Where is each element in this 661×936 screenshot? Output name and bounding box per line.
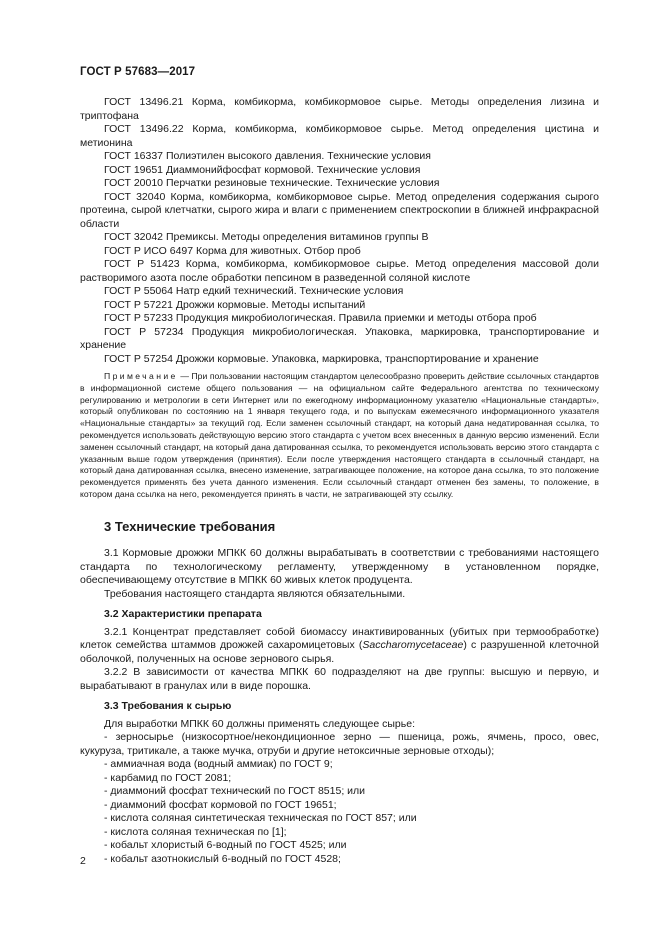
reference-item: ГОСТ 13496.21 Корма, комбикорма, комбикормовое сырье. Методы определения лизина и триптофана — [80, 96, 599, 122]
paragraph-3-2-1-part-b: ) с разрушенной клеточной оболочкой, полученных на основе зернового сырья. — [80, 639, 600, 665]
page-content — [80, 96, 599, 866]
reference-item: ГОСТ Р 57234 Продукция микробиологическая. Упаковка, маркировка, транспортирование и хранение — [80, 325, 599, 351]
reference-item: ГОСТ Р 51423 Корма, комбикорма, комбикормовое сырье. Метод определения массовой доли растворимого азота после обработки пепсином в разведенной соляной кислоте — [80, 258, 599, 284]
latin-name: Saccharomycetaceae — [362, 639, 464, 652]
reference-item: ГОСТ 20010 Перчатки резиновые технические. Технические условия — [104, 177, 440, 189]
reference-item: ГОСТ 16337 Полиэтилен высокого давления. Технические условия — [104, 150, 431, 162]
note-paragraph — [80, 371, 599, 501]
raw-materials-list — [80, 731, 599, 866]
reference-item: ГОСТ 19651 Диаммонийфосфат кормовой. Технические условия — [104, 163, 421, 176]
paragraph-3-2-1-part-a: 3.2.1 Концентрат представляет собой биомассу инактивированных (убитых при термообработке) клеток семейства штаммов дрожжей сахаромицетовых ( — [80, 625, 599, 652]
list-item: - карбамид по ГОСТ 2081; — [104, 771, 232, 784]
paragraph-3-3-intro: Для выработки МПКК 60 должны применять следующее сырье: — [104, 717, 415, 730]
list-item: - аммиачная вода (водный аммиак) по ГОСТ 9; — [104, 758, 333, 771]
note-label: Примечание — [104, 371, 178, 381]
list-item: - кобальт азотнокислый 6-водный по ГОСТ 4528; — [104, 852, 341, 865]
reference-item: ГОСТ Р 57221 Дрожжи кормовые. Методы испытаний — [104, 298, 366, 311]
list-item: - диаммоний фосфат кормовой по ГОСТ 19651; — [104, 798, 337, 811]
list-item: - кобальт хлористый 6-водный по ГОСТ 4525; или — [104, 839, 347, 852]
reference-item: ГОСТ Р 57233 Продукция микробиологическая. Правила приемки и методы отбора проб — [104, 312, 537, 324]
page-number: 2 — [80, 855, 86, 867]
list-item: - зерносырье (низкосортное/некондиционное зерно — пшеница, рожь, ячмень, просо, овес, кукуруза, тритикале, а также мучка, отруби и другие нетоксичные зерновые отходы); — [80, 731, 599, 757]
reference-item: ГОСТ 32042 Премиксы. Методы определения витаминов группы В — [104, 231, 429, 243]
reference-item: ГОСТ 13496.22 Корма, комбикорма, комбикормовое сырье. Метод определения цистина и метионина — [80, 123, 599, 149]
list-item: - диаммоний фосфат технический по ГОСТ 8515; или — [104, 785, 366, 798]
reference-item: ГОСТ Р 55064 Натр едкий технический. Технические условия — [104, 285, 404, 297]
section-heading: 3 Технические требования — [104, 518, 276, 534]
reference-item: ГОСТ Р 57254 Дрожжи кормовые. Упаковка, маркировка, транспортирование и хранение — [104, 352, 539, 365]
paragraph-3-2-1 — [80, 626, 599, 667]
reference-item: ГОСТ Р ИСО 6497 Корма для животных. Отбор проб — [104, 244, 361, 257]
list-item: - кислота соляная техническая по [1]; — [104, 825, 287, 838]
paragraph-3-1-mandatory: Требования настоящего стандарта являются обязательными. — [104, 587, 406, 600]
note-text: — При пользовании настоящим стандартом целесообразно проверить действие ссылочных стандартов в информационной системе общего пользования — на официальном сайте Федерального агентства по техническому регулированию и метрологии в сети Интернет или по ежегодному информационному указателю «Национальные стандарты», который опубликован по состоянию на 1 января текущего года, и по выпускам ежемесячного информационного указателя «Национальные стандарты» за текущий год. Если заменен ссылочный стандарт, на который дана недатированная ссылка, то рекомендуется использовать действующую версию этого стандарта с учетом всех внесенных в данную версию изменений. Если заменен ссылочный стандарт, на который дана датированная ссылка, то рекомендуется использовать версию этого стандарта с указанным выше годом утверждения (принятия). Если после утверждения настоящего стандарта в ссылочный стандарт, на который дана датированная ссылка, внесено изменение, затрагивающее положение, на которое дана ссылка, то это положение рекомендуется применять без учета данного изменения. Если ссылочный стандарт отменен без замены, то положение, в котором дана ссылка на него, рекомендуется принять в части, не затрагивающей эту ссылку. — [80, 371, 599, 499]
document-header: ГОСТ Р 57683—2017 — [80, 66, 196, 78]
paragraph-3-1: 3.1 Кормовые дрожжи МПКК 60 должны вырабатывать в соответствии с требованиями настоящего стандарта по технологическому регламенту, утвержденному в установленном порядке, обеспечивающему отсутствие в МПКК 60 живых клеток продуцента. — [80, 547, 599, 587]
normative-references-list — [80, 96, 599, 366]
subsection-heading-3-3: 3.3 Требования к сырью — [104, 700, 232, 713]
list-item: - кислота соляная синтетическая техническая по ГОСТ 857; или — [104, 812, 417, 825]
paragraph-3-2-2: 3.2.2 В зависимости от качества МПКК 60 подразделяют на две группы: высшую и первую, и вырабатывают в гранулах или в виде порошка. — [80, 666, 599, 692]
reference-item: ГОСТ 32040 Корма, комбикорма, комбикормовое сырье. Метод определения содержания сырого протеина, сырой клетчатки, сырого жира и влаги с применением спектроскопии в ближней инфракрасной области — [80, 190, 599, 230]
subsection-heading-3-2: 3.2 Характеристики препарата — [104, 608, 262, 621]
